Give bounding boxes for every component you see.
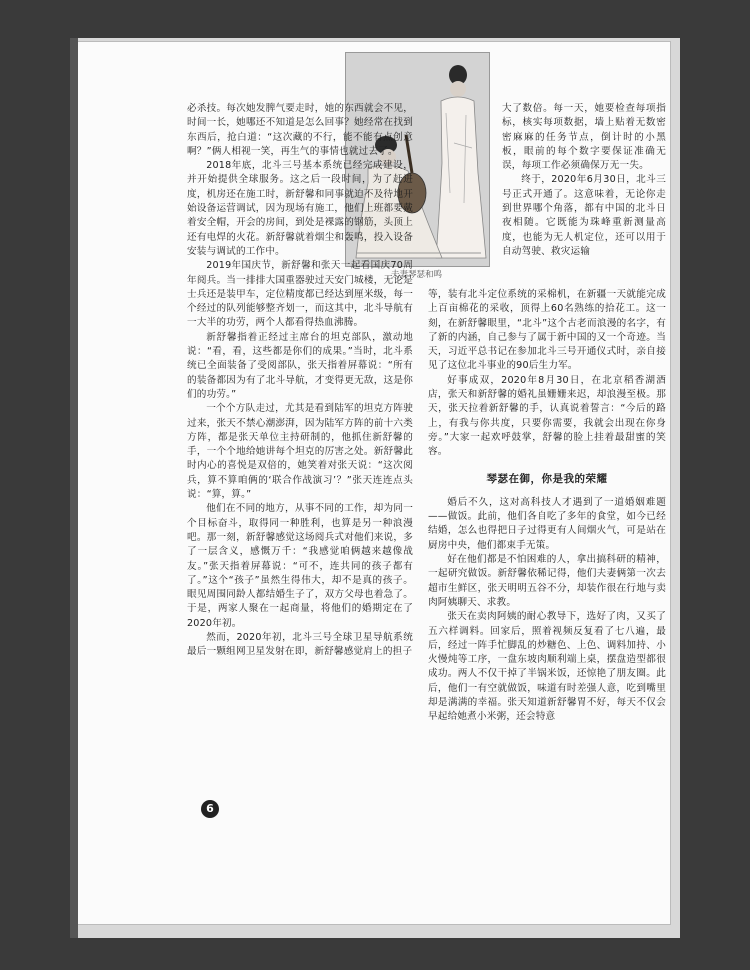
paragraph: 好在他们都是不怕困难的人，拿出搞科研的精神，一起研究做饭。新舒馨依稀记得，他们夫妻俩第一次去超市生鲜区，张天明明五谷不分，却装作很在行地与卖肉阿姨聊天、求教。: [428, 554, 666, 608]
paragraph: 他们在不同的地方，从事不同的工作，却为同一个目标奋斗，取得同一种胜利，也算是另一种浪漫吧。那一刻，新舒馨感觉这场阅兵式对他们来说，多了一层含义，感慨万千：“我感觉咱俩越来越像战友。”张天指着屏幕说：“可不，连共同的孩子都有了。”这个“孩子”虽然生得伟大，却不是真的孩子。眼见周围同龄人都结婚生子了，双方父母也着急了。于是，两家人聚在一起商量，将他们的婚期定在了2020年初。: [187, 503, 413, 629]
paragraph: 2018年底，北斗三号基本系统已经完成建设，并开始提供全球服务。这之后一段时间，为了赶进度，机房还在施工时，新舒馨和同事就迫不及待地开始设备运营调试，因为现场有施工，他们上班都要戴着安全帽，开会的房间，到处是裸露的钢筋，头顶上还有电焊的火花。新舒馨就着烟尘和轰鸣，投入设备安装与调试的工作中。: [187, 160, 413, 257]
right-column: [428, 288, 666, 725]
paragraph: 必杀技。每次她发脾气要走时，她的东西就会不见，时间一长，她哪还不知道是怎么回事？她经常在找到东西后，抢白道：“这次藏的不行，能不能有点创意啊？”俩人相视一笑，再生气的事情也就过去了。: [187, 103, 413, 157]
paragraph: 大了数倍。每一天，她要检查每项指标，核实每项数据，墙上贴着无数密密麻麻的任务节点，倒计时的小黑板，眼前的每个数字要保证准确无误，每项工作必须确保万无一失。: [502, 103, 666, 172]
paragraph: 等，装有北斗定位系统的采棉机，在新疆一天就能完成上百亩棉花的采收，顶得上60名熟练的拾花工。这一刻，在新舒馨眼里，“北斗”这个古老而浪漫的名字，有了新的内涵，自己参与了属于新中国的又一个奇迹。当天，习近平总书记在参加北斗三号开通仪式时，亲自接见了这位北斗事业的90后生力军。: [428, 289, 666, 372]
left-column: [187, 102, 413, 660]
paragraph: 张天在卖肉阿姨的耐心教导下，选好了肉，又买了五六样调料。回家后，照着视频反复看了七八遍，最后，经过一阵手忙脚乱的炒糖色、上色、调料加持、小火慢炖等工序，一盘东坡肉顺利端上桌，摆盘造型都很成功。两人不仅干掉了半锅米饭，还惊艳了朋友圈。此后，他们一有空就做饭，味道有时差强人意，吃到嘴里却是满满的幸福。张天知道新舒馨胃不好，每天不仅会早起给她煮小米粥，还会特意: [428, 611, 666, 723]
paragraph: 一个个方队走过，尤其是看到陆军的坦克方阵驶过来，张天不禁心潮澎湃，因为陆军方阵的前十六类方阵，都是张天单位主持研制的，他抓住新舒馨的手，一个个地给她讲每个坦克的厉害之处。新舒馨此时内心的喜悦是双倍的，她笑着对张天说：“这次阅兵，算不算咱俩的‘联合作战演习’？”张天连连点头说：“算，算。”: [187, 403, 413, 501]
right-top-column: [502, 102, 666, 259]
scan-edge: [70, 38, 78, 938]
paragraph: 婚后不久，这对高科技人才遇到了一道婚姻难题——做饭。此前，他们各自吃了多年的食堂，如今已经结婚，怎么也得把日子过得更有人间烟火气，可是站在厨房中央，他们都束手无策。: [428, 496, 666, 551]
paragraph: 新舒馨指着正经过主席台的坦克部队，激动地说：“看，看，这些都是你们的成果。”当时，北斗系统已全面装备了受阅部队，张天指着屏幕说：“所有的装备都因为有了北斗导航，才变得更无敌，这是你们的功劳。”: [187, 331, 413, 400]
photo-caption: 夫妻琴瑟和鸣: [390, 270, 442, 280]
paragraph: 然而，2020年初，北斗三号全球卫星导航系统最后一颗组网卫星发射在即，新舒馨感觉肩上的担子: [187, 631, 413, 658]
paragraph: 终于，2020年6月30日，北斗三号正式开通了。这意味着，无论你走到世界哪个角落，都有中国的北斗日夜相随。它既能为珠峰重新测量高度，也能为无人机定位，还可以用于自动驾驶、救灾运输: [502, 174, 666, 257]
paragraph: 2019年国庆节，新舒馨和张天一起看国庆70周年阅兵。当一排排大国重器驶过天安门城楼，无论是士兵还是装甲车，定位精度都已经达到厘米级，每一个经过的队列能够整齐划一，而这其中，北斗导航有一大半的功劳，两个人都看得热血沸腾。: [187, 260, 413, 329]
paragraph: 好事成双，2020年8月30日，在北京稻香湖酒店，张天和新舒馨的婚礼虽姗姗来迟，却浪漫至极。那天，张天拉着新舒馨的手，认真说着誓言：“今后的路上，有我与你共度，只要你需要，我就会出现在你身旁。”大家一起欢呼鼓掌，舒馨的脸上挂着最甜蜜的笑容。: [428, 374, 666, 458]
page-number: 6: [201, 800, 219, 818]
section-heading: 琴瑟在御，你是我的荣耀: [486, 472, 608, 485]
